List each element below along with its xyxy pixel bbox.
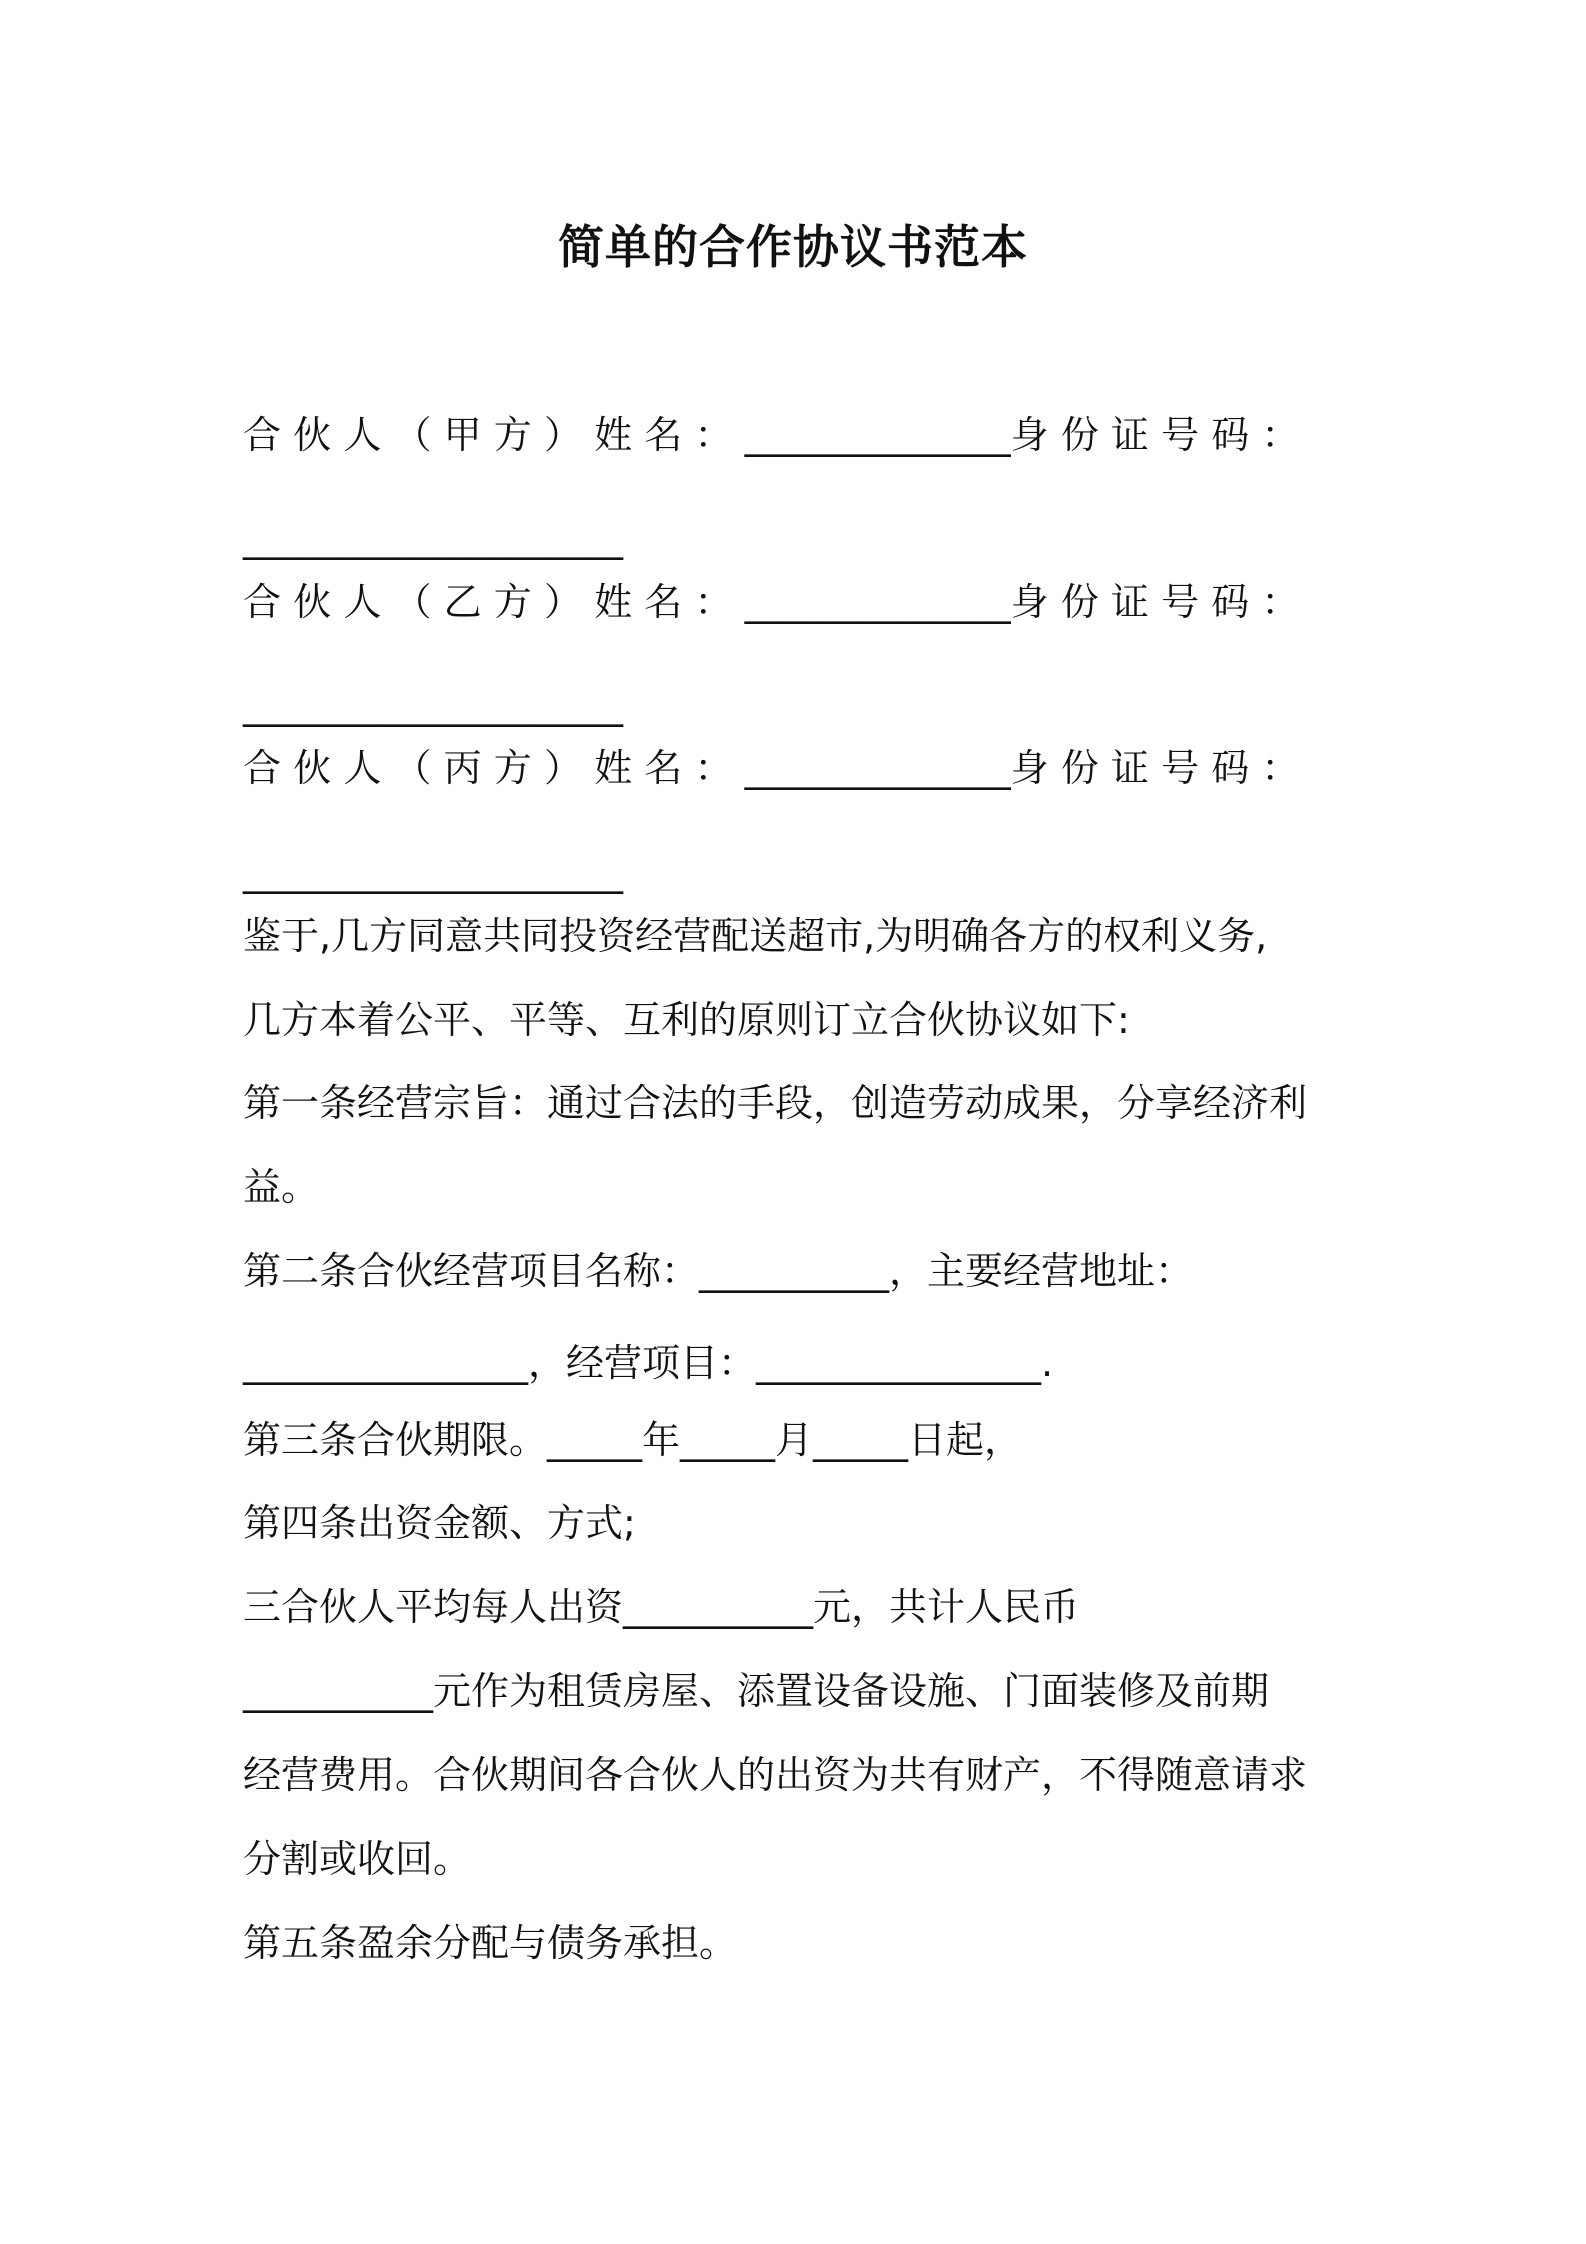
party-c-label: 合伙人（丙方）姓名： [243,746,745,790]
party-c-id-blank: ____________________ [243,850,623,894]
article-5-title: 第五条盈余分配与债务承担。 [243,1921,738,1965]
party-c-row [243,738,1353,798]
party-a-id-label: 身份证号码： [1010,413,1312,457]
article-3-line-1: 第三条合伙期限。_____年_____月_____日起， [243,1418,1023,1462]
article-4-title: 第四条出资金额、方式; [243,1501,636,1545]
party-b-id-label: 身份证号码： [1010,580,1312,624]
party-b-label: 合伙人（乙方）姓名： [243,580,745,624]
article-1-line-2: 益。 [243,1165,320,1209]
party-b-name-blank: ______________ [744,580,1011,624]
document-title: 简单的合作协议书范本 [558,220,1028,274]
party-a-label: 合伙人（甲方）姓名： [243,413,745,457]
article-4-line-2: __________元作为租赁房屋、添置设备设施、门面装修及前期 [243,1669,1270,1713]
preamble-line-2: 几方本着公平、平等、互利的原则订立合伙协议如下: [243,998,1130,1042]
article-2-line-2: _______________，经营项目：_______________. [243,1341,1054,1385]
article-2-line-1: 第二条合伙经营项目名称：__________，主要经营地址： [243,1249,1194,1293]
party-b-row [243,572,1353,632]
party-b-id-blank: ____________________ [243,683,623,727]
party-a-row [243,405,1353,465]
article-4-line-4: 分割或收回。 [243,1837,472,1881]
article-4-line-1: 三合伙人平均每人出资__________元，共计人民币 [243,1585,1080,1629]
party-a-id-blank: ____________________ [243,516,623,560]
party-c-name-blank: ______________ [744,746,1011,790]
article-4-line-3: 经营费用。合伙期间各合伙人的出资为共有财产，不得随意请求 [243,1753,1308,1797]
party-c-id-label: 身份证号码： [1010,746,1312,790]
party-a-name-blank: ______________ [744,413,1011,457]
preamble-line-1: 鉴于,几方同意共同投资经营配送超市,为明确各方的权利义务, [243,914,1268,958]
article-1-line-1: 第一条经营宗旨：通过合法的手段，创造劳动成果，分享经济利 [243,1081,1308,1125]
